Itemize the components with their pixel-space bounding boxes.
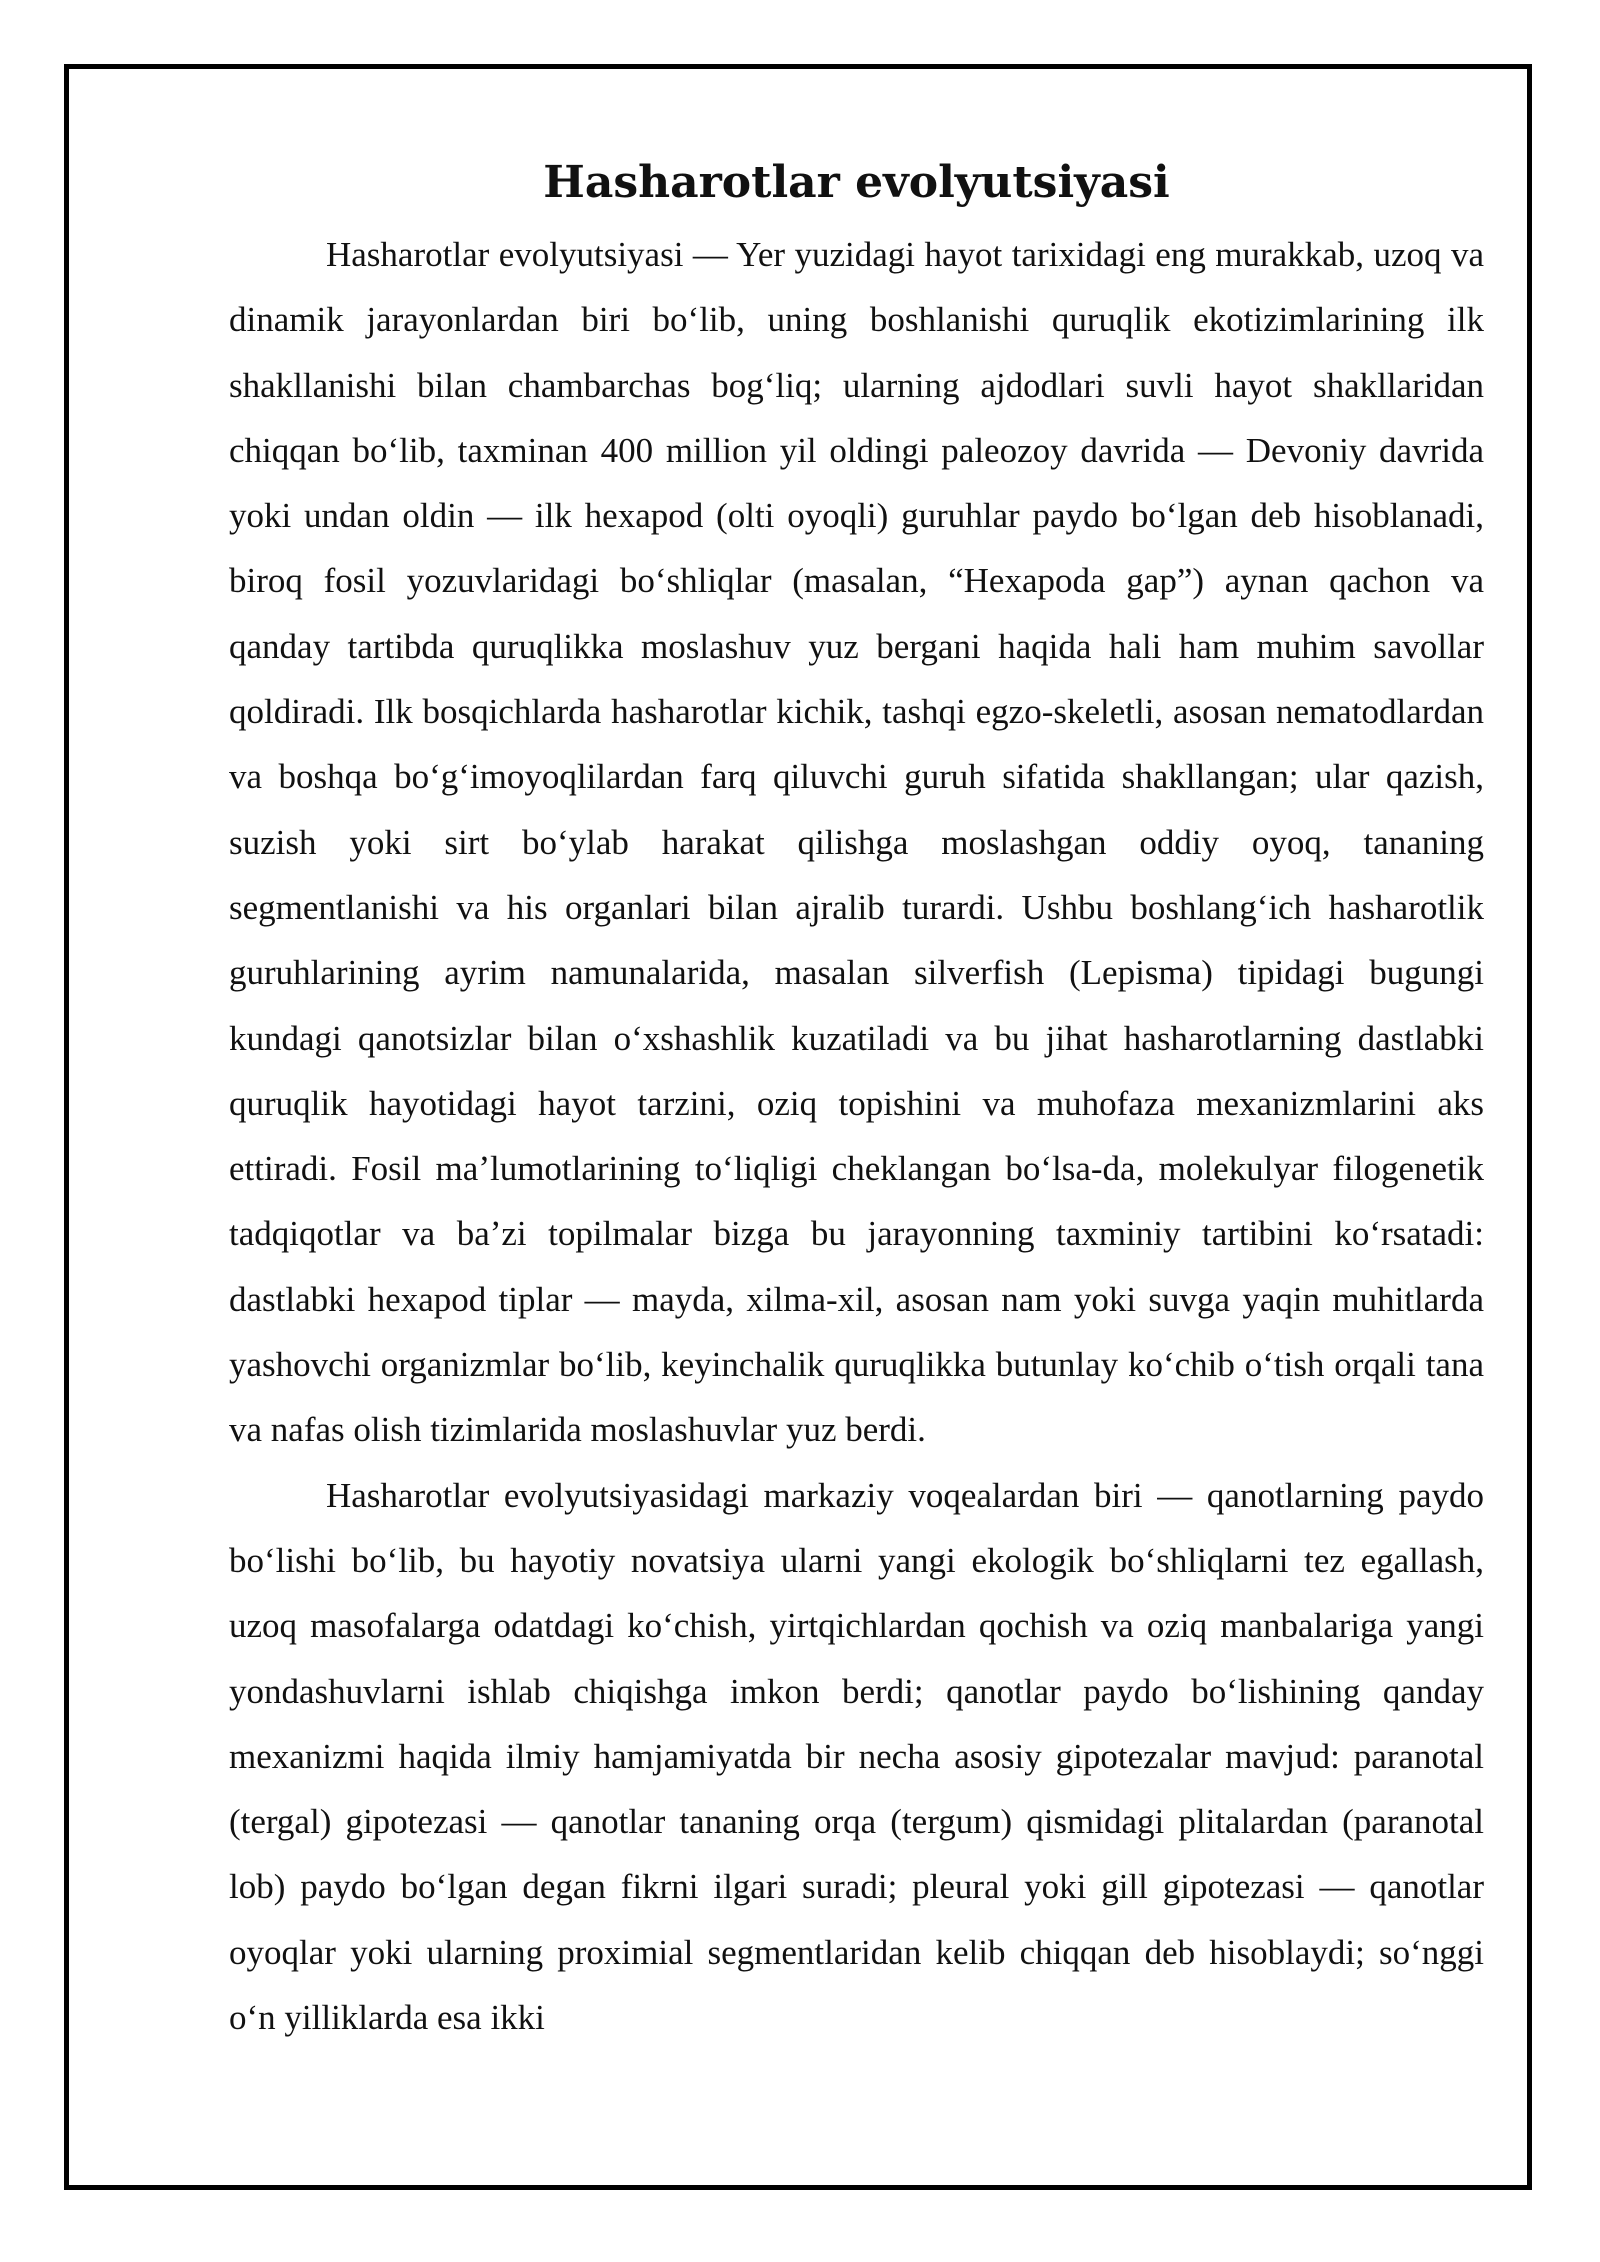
document-title: Hasharotlar evolyutsiyasi (543, 157, 1170, 208)
paragraph-1: Hasharotlar evolyutsiyasi — Yer yuzidagi hayot tarixidagi eng murakkab, uzoq va dinamik jarayonlardan biri boʻlib, uning boshlanishi quruqlik ekotizimlarining ilk shakllanishi bilan chambarchas bogʻliq; ularning ajdodlari suvli hayot shakllaridan chiqqan boʻlib, taxminan 400 million yil oldingi paleozoy davrida — Devoniy davrida yoki undan oldin — ilk hexapod (olti oyoqli) guruhlar paydo boʻlgan deb hisoblanadi, biroq fosil yozuvlaridagi boʻshliqlar (masalan, “Hexapoda gap”) aynan qachon va qanday tartibda quruqlikka moslashuv yuz bergani haqida hali ham muhim savollar qoldiradi. Ilk bosqichlarda hasharotlar kichik, tashqi egzo-skeletli, asosan nematodlardan va boshqa boʻgʻimoyoqlilardan farq qiluvchi guruh sifatida shakllangan; ular qazish, suzish yoki sirt boʻylab harakat qilishga moslashgan oddiy oyoq, tananing segmentlanishi va his organlari bilan ajralib turardi. Ushbu boshlangʻich hasharotlik guruhlarining ayrim namunalarida, masalan silverfish (Lepisma) tipidagi bugungi kundagi qanotsizlar bilan oʻxshashlik kuzatiladi va bu jihat hasharotlarning dastlabki quruqlik hayotidagi hayot tarzini, oziq topishini va muhofaza mexanizmlarini aks ettiradi. Fosil maʼlumotlarining toʻliqligi cheklangan boʻlsa-da, molekulyar filogenetik tadqiqotlar va baʼzi topilmalar bizga bu jarayonning taxminiy tartibini koʻrsatadi: dastlabki hexapod tiplar — mayda, xilma-xil, asosan nam yoki suvga yaqin muhitlarda yashovchi organizmlar boʻlib, keyinchalik quruqlikka butunlay koʻchib oʻtish orqali tana va nafas olish tizimlarida moslashuvlar yuz berdi. (229, 235, 1484, 1450)
paragraph-2: Hasharotlar evolyutsiyasidagi markaziy voqealardan biri — qanotlarning paydo boʻlishi boʻlib, bu hayotiy novatsiya ularni yangi ekologik boʻshliqlarni tez egallash, uzoq masofalarga odatdagi koʻchish, yirtqichlardan qochish va oziq manbalariga yangi yondashuvlarni ishlab chiqishga imkon berdi; qanotlar paydo boʻlishining qanday mexanizmi haqida ilmiy hamjamiyatda bir necha asosiy gipotezalar mavjud: paranotal (tergal) gipotezasi — qanotlar tananing orqa (tergum) qismidagi plitalardan (paranotal lob) paydo boʻlgan degan fikrni ilgari suradi; pleural yoki gill gipotezasi — qanotlar oyoqlar yoki ularning proximial segmentlaridan kelib chiqqan deb hisoblaydi; soʻnggi oʻn yilliklarda esa ikki (229, 1475, 1484, 2038)
document-body (229, 148, 1484, 2050)
